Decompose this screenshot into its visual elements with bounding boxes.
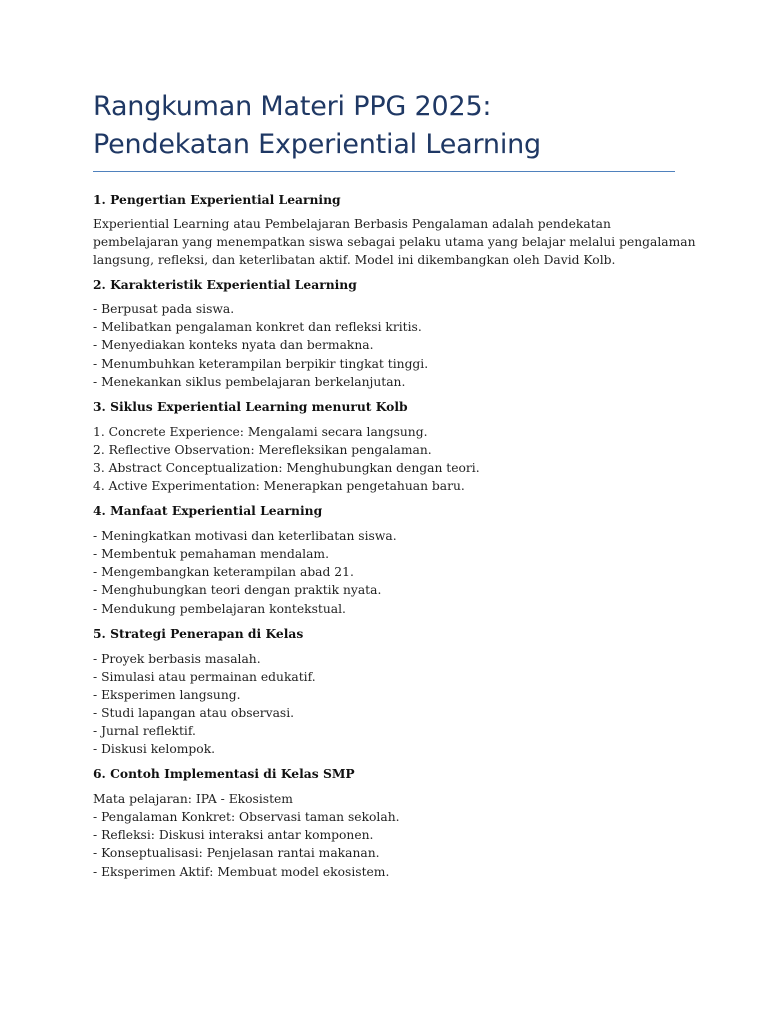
section-1: [93, 191, 696, 269]
text-line: - Meningkatkan motivasi dan keterlibatan siswa.: [93, 529, 397, 544]
text-line: - Konseptualisasi: Penjelasan rantai makanan.: [93, 846, 380, 861]
section-body: [93, 215, 696, 269]
document-body: [93, 191, 696, 881]
section-heading: 1. Pengertian Experiential Learning: [93, 192, 341, 207]
text-line: 4. Active Experimentation: Menerapkan pengetahuan baru.: [93, 479, 465, 494]
section-4: [93, 502, 676, 617]
text-line: 2. Reflective Observation: Merefleksikan pengalaman.: [93, 442, 432, 457]
section-heading: 6. Contoh Implementasi di Kelas SMP: [93, 766, 355, 782]
text-line: - Membentuk pemahaman mendalam.: [93, 547, 329, 562]
text-line: - Berpusat pada siswa.: [93, 302, 235, 317]
section-body: [93, 650, 676, 759]
text-line: pembelajaran yang menempatkan siswa sebagai pelaku utama yang belajar melalui pengalaman: [93, 235, 696, 250]
title-divider: [93, 171, 675, 172]
section-body: [93, 527, 676, 617]
text-line: - Menekankan siklus pembelajaran berkelanjutan.: [93, 374, 406, 389]
text-line: - Jurnal reflektif.: [93, 723, 196, 738]
title-line-1: Rangkuman Materi PPG 2025:: [93, 91, 492, 122]
text-line: - Studi lapangan atau observasi.: [93, 705, 295, 720]
text-line: - Melibatkan pengalaman konkret dan refleksi kritis.: [93, 320, 422, 335]
text-line: - Eksperimen langsung.: [93, 687, 241, 702]
text-line: - Pengalaman Konkret: Observasi taman sekolah.: [93, 810, 400, 825]
text-line: - Simulasi atau permainan edukatif.: [93, 669, 316, 684]
text-line: - Menumbuhkan keterampilan berpikir tingkat tinggi.: [93, 356, 429, 371]
text-line: - Mengembangkan keterampilan abad 21.: [93, 565, 354, 580]
text-line: - Menghubungkan teori dengan praktik nyata.: [93, 583, 382, 598]
text-line: - Diskusi kelompok.: [93, 742, 216, 757]
text-line: 1. Concrete Experience: Mengalami secara langsung.: [93, 424, 428, 439]
text-line: Mata pelajaran: IPA - Ekosistem: [93, 792, 293, 807]
section-heading: 3. Siklus Experiential Learning menurut Kolb: [93, 398, 408, 414]
text-line: - Proyek berbasis masalah.: [93, 651, 261, 666]
section-heading: 5. Strategi Penerapan di Kelas: [93, 625, 304, 641]
document-title: [93, 88, 676, 164]
section-body: [93, 423, 676, 495]
section-3: [93, 398, 676, 495]
text-line: - Refleksi: Diskusi interaksi antar komponen.: [93, 828, 374, 843]
text-line: 3. Abstract Conceptualization: Menghubungkan dengan teori.: [93, 460, 480, 475]
section-body: [93, 300, 676, 390]
section-5: [93, 625, 676, 759]
text-line: - Mendukung pembelajaran kontekstual.: [93, 601, 346, 616]
section-2: [93, 276, 676, 390]
title-line-2: Pendekatan Experiential Learning: [93, 129, 541, 160]
section-heading: 2. Karakteristik Experiential Learning: [93, 277, 357, 293]
text-line: - Menyediakan konteks nyata dan bermakna.: [93, 338, 374, 353]
text-line: Experiential Learning atau Pembelajaran Berbasis Pengalaman adalah pendekatan: [93, 217, 611, 231]
text-line: langsung, refleksi, dan keterlibatan aktif. Model ini dikembangkan oleh David Kolb.: [93, 253, 616, 268]
section-6: [93, 765, 676, 880]
text-line: - Eksperimen Aktif: Membuat model ekosistem.: [93, 864, 390, 879]
section-heading: 4. Manfaat Experiential Learning: [93, 503, 323, 519]
section-body: [93, 790, 676, 880]
